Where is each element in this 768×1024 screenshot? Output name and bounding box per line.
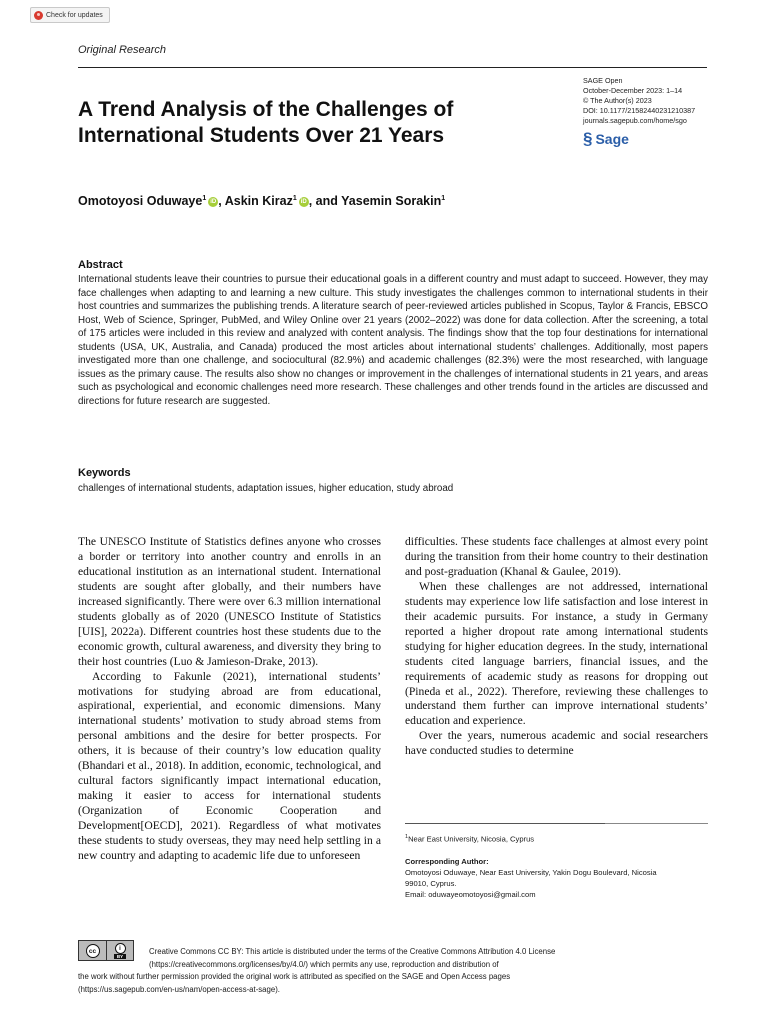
- header-rule: [78, 67, 707, 68]
- license-line-3: the work without further permission provided the original work is attributed as specified on the SAGE and Open Access pages: [78, 972, 511, 981]
- person-icon: i: [115, 943, 126, 954]
- by-label: BY: [114, 954, 126, 959]
- journal-url[interactable]: journals.sagepub.com/home/sgo: [583, 116, 687, 125]
- author-separator: ,: [218, 194, 225, 208]
- article-type: Original Research: [78, 44, 167, 56]
- author-separator: , and: [308, 194, 342, 208]
- journal-copyright: © The Author(s) 2023: [583, 96, 652, 105]
- body-column-left: [78, 535, 381, 864]
- check-for-updates-label: Check for updates: [46, 11, 103, 19]
- journal-doi[interactable]: DOI: 10.1177/21582440231210387: [583, 106, 696, 115]
- footnote-rule: [405, 823, 708, 824]
- corresponding-line-1: Omotoyosi Oduwaye, Near East University, Yakin Dogu Boulevard, Nicosia: [405, 867, 657, 877]
- affiliation-sup: 1: [405, 834, 409, 840]
- affiliation: [405, 832, 710, 845]
- affiliation-text: Near East University, Nicosia, Cyprus: [408, 834, 535, 844]
- license-line-2[interactable]: (https://creativecommons.org/licenses/by/4.0/) which permits any use, reproduction and distribution of: [149, 959, 499, 969]
- corresponding-email[interactable]: Email: oduwayeomotoyosi@gmail.com: [405, 889, 536, 899]
- keywords-heading: Keywords: [78, 467, 131, 479]
- journal-issue: October-December 2023: 1–14: [583, 86, 683, 95]
- sage-s-icon: §: [583, 129, 593, 148]
- corresponding-heading: Corresponding Author:: [405, 856, 489, 866]
- journal-meta: [583, 76, 695, 126]
- license-line-1: Creative Commons CC BY: This article is distributed under the terms of the Creative Commons Attribution 4.0 License: [149, 947, 556, 956]
- author-affiliation-sup: 1: [292, 194, 297, 202]
- license-line-4[interactable]: (https://us.sagepub.com/en-us/nam/open-access-at-sage).: [78, 984, 280, 994]
- sage-logo-text: Sage: [595, 130, 629, 147]
- abstract-heading: Abstract: [78, 259, 123, 271]
- body-paragraph: The UNESCO Institute of Statistics defines anyone who crosses a border or territory into another country and enrolls in an educational institution as an international student. International students are sought after globally, and their numbers have increased significantly. There were over 6.3 million international students globally as of 2020 (UNESCO Institute of Statistics [UIS], 2022a). Different countries host these students due to the economic growth, cultural awareness, and diversity they bring to their host countries (Luo & Jamieson-Drake, 2013).: [78, 535, 381, 668]
- body-paragraph: Over the years, numerous academic and social researchers have conducted studies to determine: [405, 729, 708, 758]
- body-paragraph: difficulties. These students face challenges at almost every point during the transition from their home country to their destination and post-graduation (Khanal & Gaulee, 2019).: [405, 535, 708, 578]
- sage-logo: [583, 130, 629, 147]
- body-paragraph: According to Fakunle (2021), international students’ motivations for studying abroad are from educational, aspirational, experiential, and economic dimensions. Many international students’ motivation to study abroad stems from personal ambitions and the desire for better prospects. For others, it is because of their country’s low education quality (Bhandari et al., 2018). In addition, economic, technological, and cultural factors significantly impact international education, making it easier to access for international students (Organization of Economic Cooperation and Development[OECD], 2021). Regardless of what motivates these students to study overseas, they may need help settling in a new country and adapting to academic life due to unforeseen: [78, 669, 381, 863]
- body-column-right: [405, 535, 708, 759]
- keywords-text: challenges of international students, adaptation issues, higher education, study abroad: [78, 483, 454, 494]
- orcid-icon[interactable]: iD: [210, 198, 217, 205]
- body-paragraph: When these challenges are not addressed, international students may experience low life satisfaction and lose interest in their academic pursuits. For instance, a study in Germany reported a higher dropout rate among international students studying for higher education degrees. In the study, international students cited language barriers, financial issues, and the requirements of academic study as reasons for dropping out (Pineda et al., 2022). Therefore, reviewing these challenges to understand them further can improve international students’ education and experience.: [405, 579, 708, 728]
- article-title: A Trend Analysis of the Challenges of International Students Over 21 Years: [78, 98, 454, 147]
- license-text: [78, 946, 718, 996]
- footnotes: [405, 832, 710, 900]
- author-name: Askin Kiraz: [224, 194, 293, 208]
- author-list: [78, 194, 445, 208]
- corresponding-line-2: 99010, Cyprus.: [405, 878, 457, 888]
- cc-icon: cc: [86, 944, 100, 958]
- abstract-text: International students leave their countries to pursue their educational goals in a different country and must adapt to succeed. However, they may face challenges when adapting to and learning a new culture. This study investigates the challenges common to international students in their host countries and summarizes the publishing trends. A literature search of peer-reviewed articles published in Scopus, Taylor & Francis, EBSCO Host, Web of Science, Springer, PubMed, and Wiley Online over 21 years (2002–2022) was done for data collection. After the screening, a total of 175 articles were included in this review and analyzed with content analysis. The findings show that the top four destinations for international students (USA, UK, Australia, and Canada) produced the most articles about international students’ challenges. Additionally, most papers investigated more than one challenge, and sociocultural (82.9%) and academic challenges (82.3%) were the most researched, with language issues as the primary cause. The results also show no changes or improvement in the challenges of international students in 21 years, and areas such as psychological and economic challenges need more research. These challenges and other trends found in the articles are discussed and directions for future research are suggested.: [78, 274, 708, 407]
- check-for-updates-button[interactable]: [30, 7, 110, 23]
- author-affiliation-sup: 1: [202, 194, 207, 202]
- author-name: Yasemin Sorakin: [341, 194, 442, 208]
- author-affiliation-sup: 1: [441, 194, 446, 202]
- journal-name: SAGE Open: [583, 76, 623, 85]
- orcid-icon[interactable]: iD: [300, 198, 307, 205]
- crossmark-icon: [34, 11, 43, 20]
- author-name: Omotoyosi Oduwaye: [78, 194, 203, 208]
